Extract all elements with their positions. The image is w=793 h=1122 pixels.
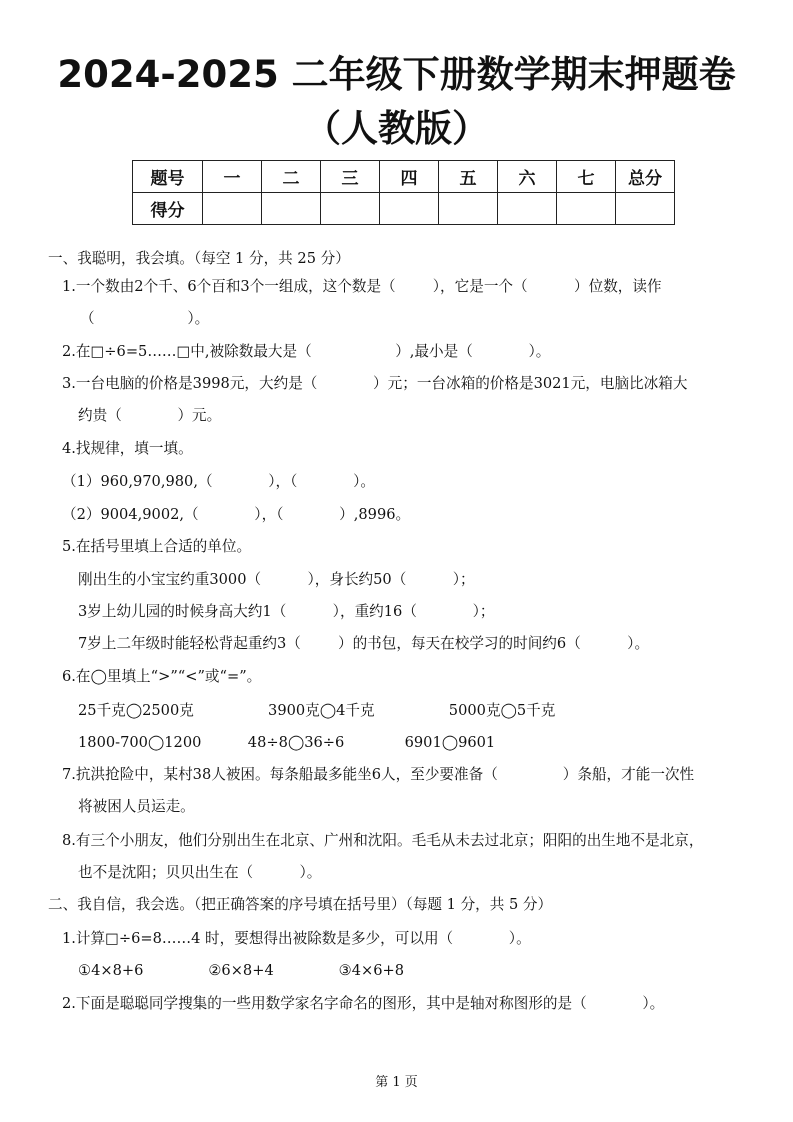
- score-input-6[interactable]: [498, 193, 557, 225]
- question-1-4-part2: （2）9004,9002,（ ），（ ）,8996。: [62, 506, 411, 523]
- score-cell-7: 七: [557, 161, 616, 193]
- question-1-7-cont: 将被困人员运走。: [78, 798, 195, 815]
- question-1-2: 2.在□÷6=5……□中,被除数最大是（ ）,最小是（ ）。: [62, 343, 551, 360]
- page-number: 第 1 页: [375, 1075, 418, 1090]
- question-1-6: 6.在◯里填上“>”“<”或“=”。: [62, 668, 262, 685]
- score-input-2[interactable]: [262, 193, 321, 225]
- page-subtitle: （人教版）: [304, 107, 489, 150]
- question-1-1-cont: （ ）。: [80, 310, 210, 327]
- score-input-4[interactable]: [380, 193, 439, 225]
- section-1-heading: 一、我聪明，我会填。（每空 1 分，共 25 分）: [48, 250, 350, 267]
- score-table-score-row: [133, 193, 675, 225]
- question-2-1-options: ①4×8+6 ②6×8+4 ③4×6+8: [78, 962, 405, 979]
- score-row-label: 得分: [133, 193, 203, 225]
- page-title: 2024-2025 二年级下册数学期末押题卷: [57, 53, 736, 96]
- question-1-8: 8.有三个小朋友，他们分别出生在北京、广州和沈阳。毛毛从未去过北京；阳阳的出生地不是北京，: [62, 832, 704, 849]
- score-cell-label: 题号: [133, 161, 203, 193]
- score-cell-2: 二: [262, 161, 321, 193]
- question-1-6-row1: 25千克◯2500克 3900克◯4千克 5000克◯5千克: [78, 702, 556, 719]
- question-2-1: 1.计算□÷6=8……4 时，要想得出被除数是多少，可以用（ ）。: [62, 930, 531, 947]
- question-1-4: 4.找规律，填一填。: [62, 440, 193, 457]
- score-cell-4: 四: [380, 161, 439, 193]
- score-input-5[interactable]: [439, 193, 498, 225]
- score-table-header-row: [133, 161, 675, 193]
- question-1-5-line3: 7岁上二年级时能轻松背起重约3（ ）的书包，每天在校学习的时间约6（ ）。: [78, 635, 650, 652]
- question-1-1: 1.一个数由2个千、6个百和3个一组成，这个数是（ ），它是一个（ ）位数，读作: [62, 278, 662, 295]
- question-2-2: 2.下面是聪聪同学搜集的一些用数学家名字命名的图形，其中是轴对称图形的是（ ）。: [62, 995, 665, 1012]
- score-cell-total: 总分: [616, 161, 675, 193]
- question-1-4-part1: （1）960,970,980,（ ），（ ）。: [62, 473, 375, 490]
- score-cell-1: 一: [203, 161, 262, 193]
- score-input-total[interactable]: [616, 193, 675, 225]
- question-1-3-cont: 约贵（ ）元。: [78, 407, 222, 424]
- question-1-6-row2: 1800-700◯1200 48÷8◯36÷6 6901◯9601: [78, 734, 496, 751]
- question-1-5: 5.在括号里填上合适的单位。: [62, 538, 252, 555]
- score-table: [132, 160, 675, 225]
- question-1-5-line1: 刚出生的小宝宝约重3000（ ），身长约50（ ）；: [78, 571, 475, 588]
- score-cell-5: 五: [439, 161, 498, 193]
- question-1-7: 7.抗洪抢险中，某村38人被困。每条船最多能坐6人，至少要准备（ ）条船，才能一次性: [62, 766, 695, 783]
- score-cell-3: 三: [321, 161, 380, 193]
- question-1-3: 3.一台电脑的价格是3998元，大约是（ ）元；一台冰箱的价格是3021元，电脑比冰箱大: [62, 375, 688, 392]
- section-2-heading: 二、我自信，我会选。（把正确答案的序号填在括号里）（每题 1 分，共 5 分）: [48, 896, 553, 913]
- score-input-7[interactable]: [557, 193, 616, 225]
- score-input-3[interactable]: [321, 193, 380, 225]
- score-cell-6: 六: [498, 161, 557, 193]
- question-1-5-line2: 3岁上幼儿园的时候身高大约1（ ），重约16（ ）；: [78, 603, 495, 620]
- score-input-1[interactable]: [203, 193, 262, 225]
- question-1-8-cont: 也不是沈阳；贝贝出生在（ ）。: [78, 864, 322, 881]
